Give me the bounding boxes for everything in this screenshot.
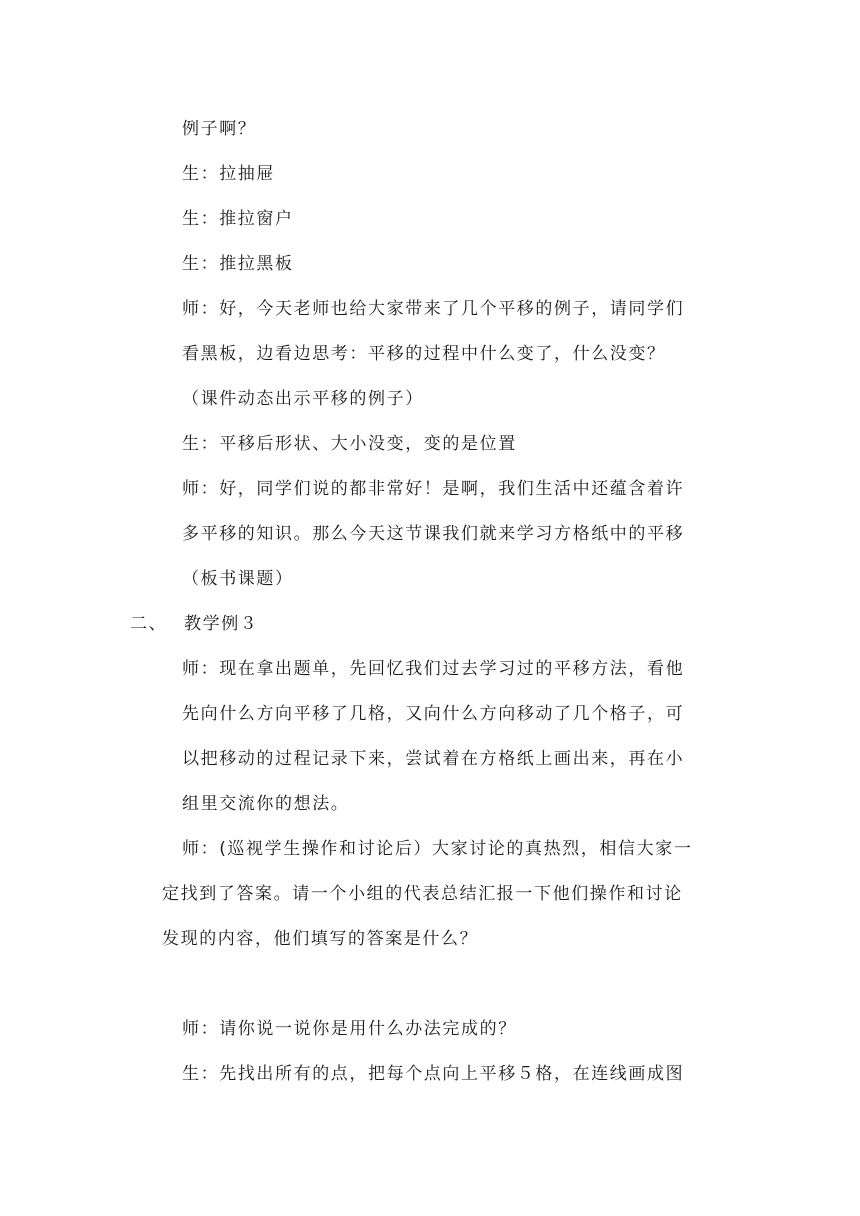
paragraph-line: 发现的内容，他们填写的答案是什么？ — [162, 929, 479, 949]
paragraph-line: 生：推拉窗户 — [182, 209, 294, 229]
paragraph-line: 先向什么方向平移了几格，又向什么方向移动了几个格子，可 — [182, 704, 685, 724]
paragraph-line: 例子啊？ — [182, 119, 257, 139]
section-title: 教学例３ — [184, 614, 259, 634]
paragraph-line: 看黑板，边看边思考：平移的过程中什么变了，什么没变？ — [182, 344, 666, 364]
paragraph-line: （板书课题） — [182, 569, 294, 589]
paragraph-line: 生：推拉黑板 — [182, 254, 294, 274]
paragraph-line: 师：请你说一说你是用什么办法完成的？ — [182, 1019, 517, 1039]
paragraph-line: 师：好，同学们说的都非常好！是啊，我们生活中还蕴含着许 — [182, 479, 685, 499]
paragraph-line: 多平移的知识。那么今天这节课我们就来学习方格纸中的平移 — [182, 524, 685, 544]
section-number: 二、 — [130, 614, 168, 634]
paragraph-line: 以把移动的过程记录下来，尝试着在方格纸上画出来，再在小 — [182, 749, 685, 769]
paragraph-line: 师：好，今天老师也给大家带来了几个平移的例子，请同学们 — [182, 299, 685, 319]
paragraph-line: 组里交流你的想法。 — [182, 794, 350, 814]
paragraph-line: 定找到了答案。请一个小组的代表总结汇报一下他们操作和讨论 — [162, 884, 683, 904]
paragraph-line: 生：平移后形状、大小没变，变的是位置 — [182, 434, 517, 454]
paragraph-line: 生：拉抽屉 — [182, 164, 275, 184]
paragraph-line: （课件动态出示平移的例子） — [182, 389, 424, 409]
paragraph-line: 师：现在拿出题单，先回忆我们过去学习过的平移方法，看他 — [182, 659, 685, 679]
paragraph-line: 师：(巡视学生操作和讨论后）大家讨论的真热烈，相信大家一 — [182, 839, 693, 859]
paragraph-line: 生：先找出所有的点，把每个点向上平移５格，在连线画成图 — [182, 1064, 685, 1084]
